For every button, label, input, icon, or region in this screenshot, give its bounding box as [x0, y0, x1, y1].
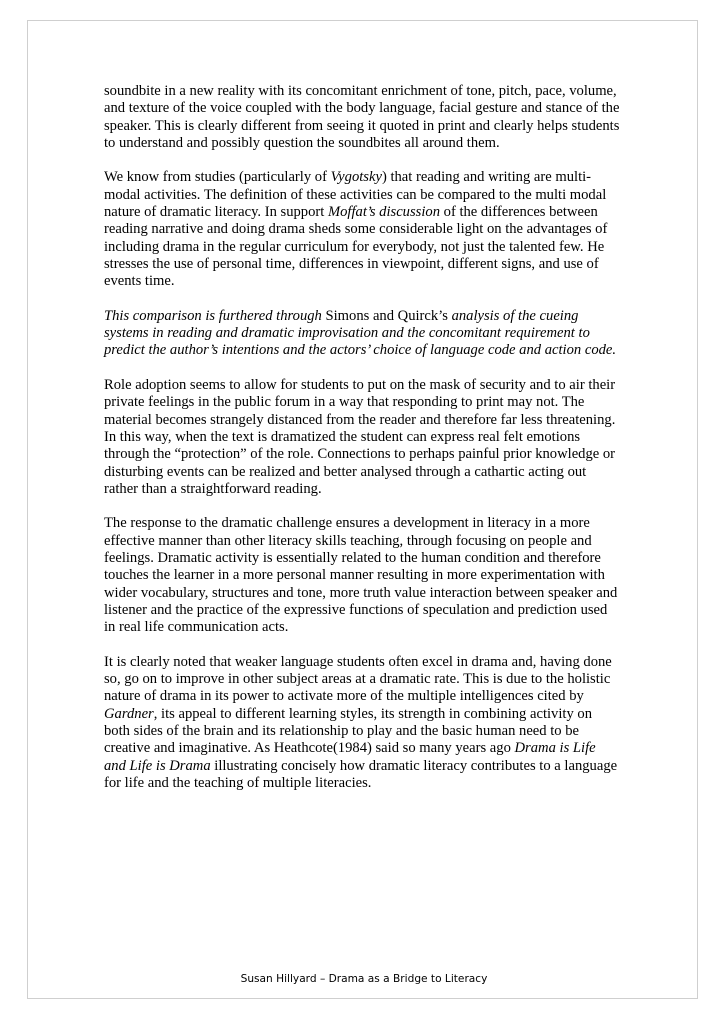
- text-run: through the “protection” of the role. Connections to perhaps painful prior knowledge or: [104, 446, 616, 463]
- text-line: [104, 446, 628, 463]
- paragraph-6: [104, 654, 628, 792]
- italic-text-run: analysis of the cueing: [451, 307, 579, 324]
- text-run: both sides of the brain and its relationship to play and the basic human need to be: [104, 722, 579, 739]
- text-run: modal activities. The definition of these activities can be compared to the multi modal: [104, 186, 607, 203]
- text-line: [104, 654, 628, 671]
- text-run: Role adoption seems to allow for students to put on the mask of security and to air their: [104, 377, 616, 394]
- text-line: [104, 325, 628, 342]
- text-run: stresses the use of personal time, differences in viewpoint, different signs, and use of: [104, 255, 599, 272]
- text-run: disturbing events can be realized and better analysed through a cathartic acting out: [104, 463, 587, 480]
- text-line: [104, 394, 628, 411]
- text-run: illustrating concisely how dramatic literacy contributes to a language: [210, 757, 618, 774]
- text-run: reading narrative and doing drama sheds some considerable light on the advantages of: [104, 221, 608, 238]
- text-run: It is clearly noted that weaker language students often excel in drama and, having done: [104, 653, 612, 670]
- text-run: and texture of the voice coupled with the body language, facial gesture and stance of the: [104, 100, 620, 117]
- text-run: touches the learner in a more personal manner resulting in more experimentation with: [104, 567, 605, 584]
- paragraph-1: [104, 83, 628, 152]
- text-line: [104, 619, 628, 636]
- text-line: [104, 740, 628, 757]
- text-run: speaker. This is clearly different from seeing it quoted in print and clearly helps students: [104, 117, 620, 134]
- text-line: [104, 688, 628, 705]
- text-run: listener and the practice of the expressive functions of speculation and prediction used: [104, 601, 608, 618]
- text-run: effective manner than other literacy skills teaching, through focusing on people and: [104, 532, 592, 549]
- text-line: [104, 204, 628, 221]
- text-line: [104, 671, 628, 688]
- text-run: rather than a straightforward reading.: [104, 480, 322, 497]
- text-run: nature of drama in its power to activate more of the multiple intelligences cited by: [104, 688, 584, 705]
- text-run: for life and the teaching of multiple literacies.: [104, 774, 372, 791]
- italic-text-run: Moffat’s discussion: [327, 204, 440, 221]
- paragraph-5: [104, 515, 628, 636]
- text-line: [104, 256, 628, 273]
- text-run: events time.: [104, 273, 175, 290]
- text-run: In this way, when the text is dramatized the student can express real felt emotions: [104, 428, 581, 445]
- italic-text-run: predict the author’s intentions and the actors’ choice of language code and action code.: [104, 342, 617, 359]
- text-run: , its appeal to different learning styles, its strength in combining activity on: [153, 705, 593, 722]
- text-line: [104, 464, 628, 481]
- italic-text-run: systems in reading and dramatic improvisation and the concomitant requirement to: [104, 325, 590, 342]
- text-line: [104, 706, 628, 723]
- text-run: in real life communication acts.: [104, 619, 289, 636]
- text-line: [104, 775, 628, 792]
- text-run: including drama in the regular curriculum for everybody, not just the talented few. He: [104, 238, 605, 255]
- text-line: [104, 342, 628, 359]
- italic-text-run: and Life is Drama: [104, 757, 211, 774]
- text-run: Simons and Quirck’s: [325, 307, 452, 324]
- italic-text-run: This comparison is furthered through: [104, 307, 326, 324]
- italic-text-run: Drama is Life: [514, 740, 596, 757]
- text-run: of the differences between: [440, 204, 598, 221]
- text-line: [104, 481, 628, 498]
- text-line: [104, 83, 628, 100]
- text-run: material becomes strangely distanced from the reader and therefore far less threatening.: [104, 411, 616, 428]
- text-line: [104, 412, 628, 429]
- text-line: [104, 723, 628, 740]
- text-run: soundbite in a new reality with its concomitant enrichment of tone, pitch, pace, volume,: [104, 83, 617, 99]
- text-line: [104, 221, 628, 238]
- text-run: to understand and possibly question the soundbites all around them.: [104, 134, 500, 151]
- text-line: [104, 118, 628, 135]
- paragraph-3: [104, 308, 628, 360]
- text-run: nature of dramatic literacy. In support: [104, 204, 328, 221]
- text-line: [104, 135, 628, 152]
- text-run: feelings. Dramatic activity is essentially related to the human condition and therefore: [104, 550, 601, 567]
- text-line: [104, 758, 628, 775]
- text-run: We know from studies (particularly of: [104, 169, 331, 186]
- paragraph-4: [104, 377, 628, 498]
- text-run: ) that reading and writing are multi-: [381, 169, 592, 186]
- text-line: [104, 550, 628, 567]
- text-line: [104, 585, 628, 602]
- italic-text-run: Vygotsky: [330, 169, 382, 186]
- text-line: [104, 533, 628, 550]
- text-line: [104, 515, 628, 532]
- page-footer: Susan Hillyard – Drama as a Bridge to Literacy: [240, 973, 488, 985]
- paragraph-2: [104, 169, 628, 290]
- text-line: [104, 187, 628, 204]
- text-line: [104, 239, 628, 256]
- body-text: [104, 83, 628, 792]
- text-run: The response to the dramatic challenge ensures a development in literacy in a more: [104, 515, 590, 532]
- italic-text-run: Gardner: [104, 705, 154, 722]
- text-run: private feelings in the public forum in a way that responding to print may not. The: [104, 394, 585, 411]
- text-run: so, go on to improve in other subject areas at a dramatic rate. This is due to the holistic: [104, 671, 611, 688]
- text-line: [104, 169, 628, 186]
- text-run: creative and imaginative. As Heathcote(1984) said so many years ago: [104, 740, 515, 757]
- text-line: [104, 273, 628, 290]
- text-line: [104, 308, 628, 325]
- text-line: [104, 377, 628, 394]
- text-line: [104, 602, 628, 619]
- text-run: wider vocabulary, structures and tone, more truth value interaction between speaker and: [104, 584, 618, 601]
- text-line: [104, 100, 628, 117]
- text-line: [104, 429, 628, 446]
- text-line: [104, 567, 628, 584]
